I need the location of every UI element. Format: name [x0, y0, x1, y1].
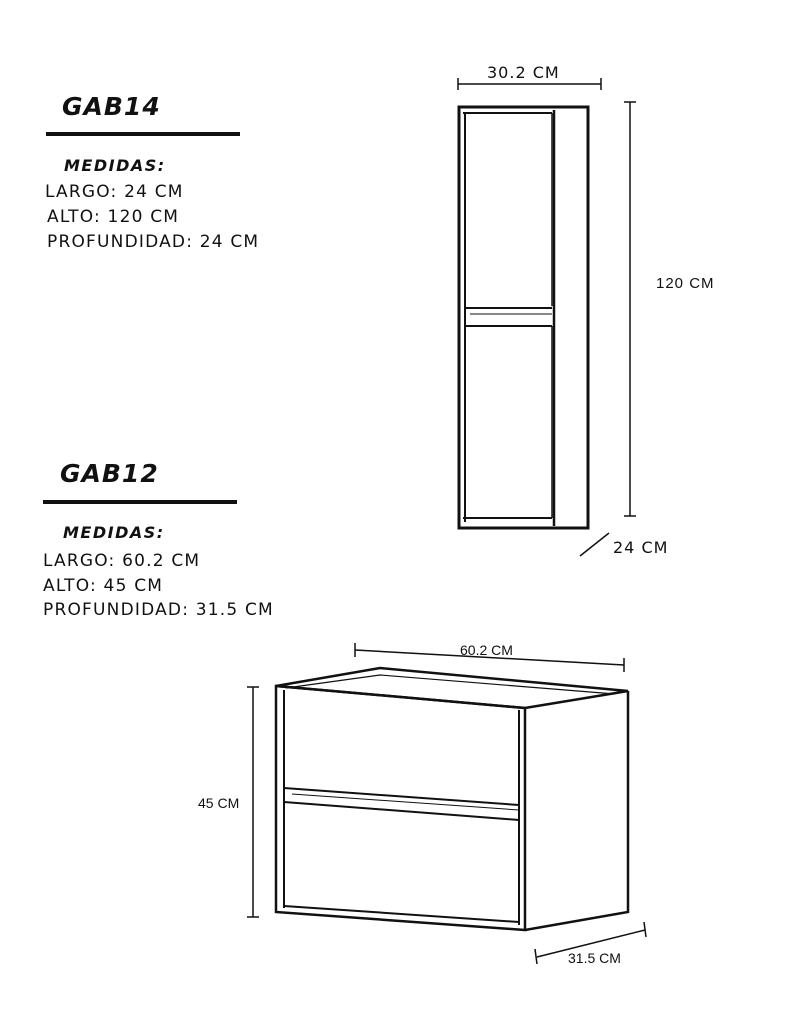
gab12-spec-largo: LARGO: 60.2 CM [43, 551, 201, 571]
gab12-title: GAB12 [60, 459, 159, 488]
gab14-width-label: 30.2 CM [487, 63, 560, 82]
gab12-depth-label: 31.5 CM [568, 950, 621, 966]
gab14-depth-label: 24 CM [613, 538, 669, 557]
gab12-height-label: 45 CM [198, 795, 240, 811]
gab12-width-label: 60.2 CM [460, 642, 513, 658]
gab12-subtitle: MEDIDAS: [63, 523, 165, 542]
gab14-spec-alto: ALTO: 120 CM [47, 207, 180, 227]
gab14-title: GAB14 [62, 92, 161, 121]
gab12-spec-profundidad: PROFUNDIDAD: 31.5 CM [43, 600, 274, 620]
gab14-subtitle: MEDIDAS: [64, 156, 166, 175]
gab12-spec-alto: ALTO: 45 CM [43, 576, 164, 596]
gab14-spec-profundidad: PROFUNDIDAD: 24 CM [47, 232, 260, 252]
gab14-height-label: 120 CM [656, 275, 715, 292]
gab14-spec-largo: LARGO: 24 CM [45, 182, 184, 202]
